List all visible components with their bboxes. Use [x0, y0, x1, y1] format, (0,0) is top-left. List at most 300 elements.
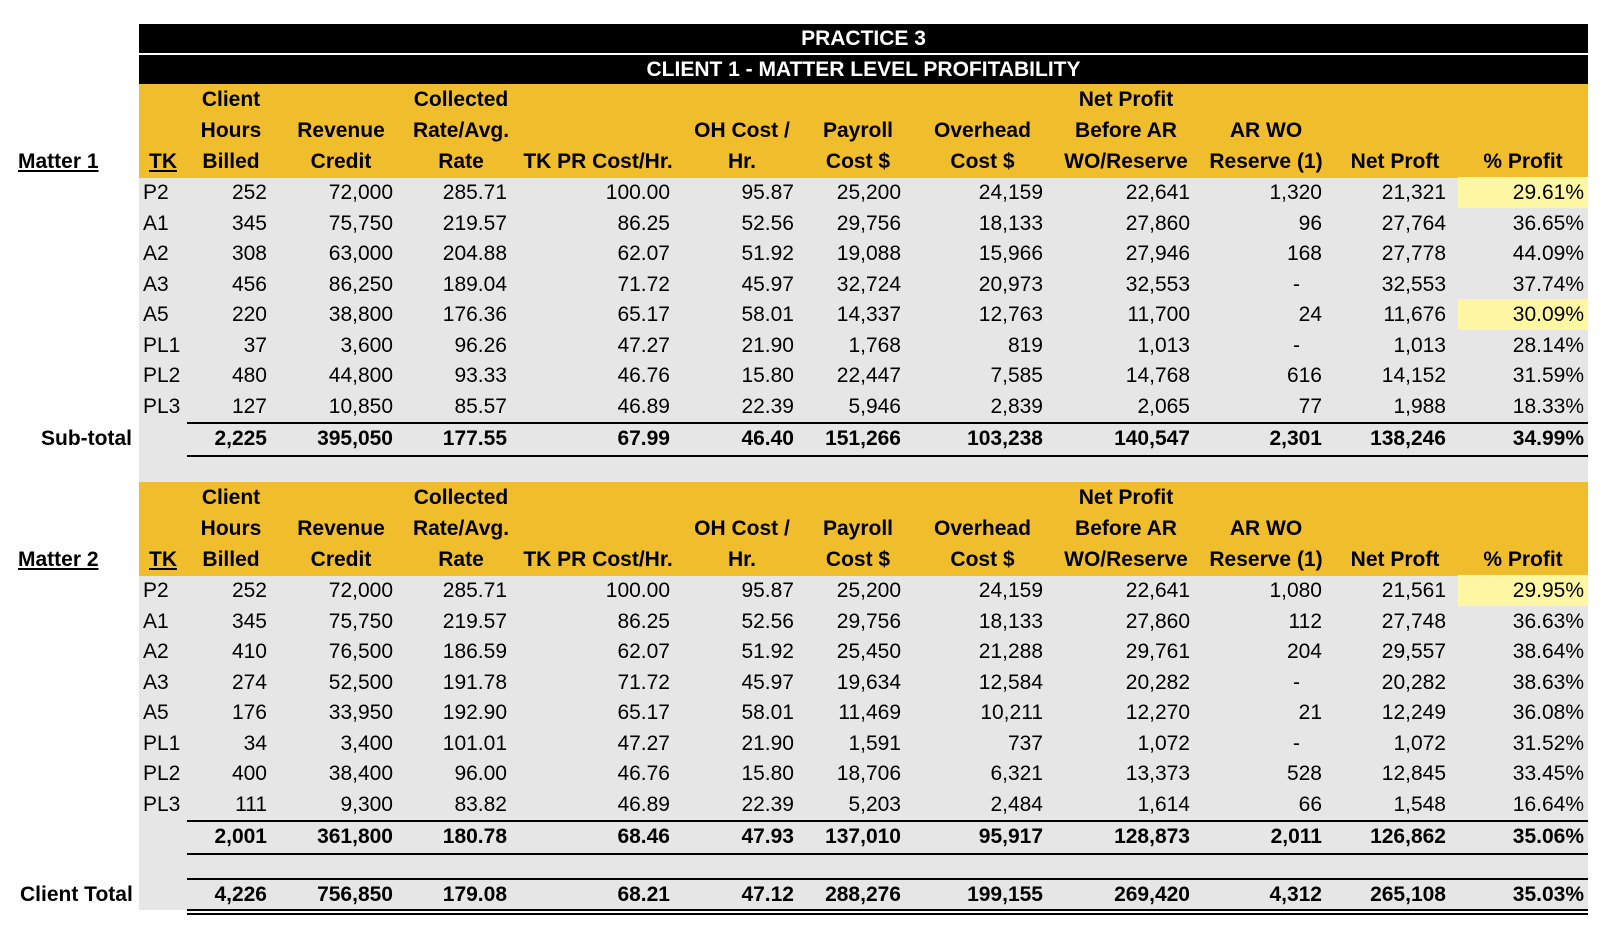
cell-prcost: 68.46 [617, 825, 670, 848]
cell-pct: 33.45% [1512, 762, 1584, 785]
cell-revenue: 756,850 [317, 883, 393, 906]
table-row [0, 575, 1600, 606]
header-rate: Collected [413, 88, 509, 111]
cell-tk: A1 [143, 609, 169, 633]
header-prcost: TK PR Cost/Hr. [523, 150, 673, 173]
cell-payroll: 29,756 [836, 609, 901, 633]
cell-pct: 30.09% [1512, 303, 1584, 326]
cell-ohcost: 21.90 [741, 731, 794, 755]
header-overhead: Cost $ [950, 548, 1015, 571]
cell-tk: PL3 [143, 394, 181, 418]
cell-netbefore: 11,700 [1127, 303, 1190, 326]
header-hours: Client [201, 486, 261, 509]
subtotal-bottom-rule [187, 455, 1588, 457]
subtotal-row [0, 821, 1600, 852]
header-netbefore: Before AR [1075, 119, 1177, 142]
cell-netbefore: 1,013 [1137, 333, 1190, 357]
cell-hours: 111 [235, 792, 267, 816]
cell-arwo: 24 [1298, 303, 1322, 326]
cell-arwo: - [1293, 670, 1300, 694]
cell-netprofit: 29,557 [1381, 640, 1446, 663]
cell-netprofit: 126,862 [1370, 825, 1446, 848]
cell-tk: PL2 [143, 762, 181, 785]
cell-ohcost: 95.87 [741, 579, 794, 602]
cell-netprofit: 265,108 [1370, 883, 1446, 906]
cell-rate: 93.33 [454, 364, 507, 387]
cell-hours: 345 [231, 609, 267, 633]
cell-tk: A1 [143, 211, 169, 235]
table-row [0, 667, 1600, 698]
cell-revenue: 52,500 [328, 670, 393, 694]
cell-overhead: 12,763 [978, 303, 1043, 326]
cell-payroll: 22,447 [836, 364, 901, 387]
cell-payroll: 25,200 [836, 181, 901, 204]
cell-ohcost: 15.80 [741, 762, 794, 785]
cell-revenue: 3,600 [340, 333, 393, 357]
cell-ohcost: 52.56 [741, 211, 794, 235]
cell-pct: 36.65% [1512, 211, 1584, 235]
cell-ohcost: 52.56 [741, 609, 794, 633]
cell-prcost: 100.00 [605, 181, 670, 204]
subtotal-bottom-rule [187, 853, 1588, 855]
practice-title: PRACTICE 3 [139, 24, 1588, 53]
cell-revenue: 33,950 [328, 701, 393, 724]
cell-revenue: 72,000 [328, 579, 393, 602]
table-row [0, 758, 1600, 789]
cell-pct: 18.33% [1512, 394, 1584, 418]
table-row [0, 728, 1600, 759]
cell-overhead: 103,238 [967, 427, 1043, 450]
cell-prcost: 65.17 [617, 303, 670, 326]
cell-tk: PL1 [143, 731, 181, 755]
cell-netprofit: 32,553 [1381, 272, 1446, 296]
cell-tk: A3 [143, 272, 169, 296]
header-arwo: Reserve (1) [1209, 150, 1323, 173]
cell-pct: 44.09% [1512, 242, 1584, 265]
cell-revenue: 10,850 [328, 394, 393, 418]
cell-prcost: 100.00 [605, 579, 670, 602]
cell-netbefore: 27,946 [1125, 242, 1190, 265]
table-row [0, 636, 1600, 667]
cell-rate: 189.04 [442, 272, 507, 296]
header-netprofit: Net Proft [1350, 150, 1440, 173]
cell-prcost: 46.89 [617, 394, 670, 418]
header-revenue: Revenue [297, 517, 385, 540]
cell-ohcost: 22.39 [741, 394, 794, 418]
cell-prcost: 47.27 [617, 731, 670, 755]
cell-prcost: 86.25 [617, 609, 670, 633]
cell-ohcost: 58.01 [741, 701, 794, 724]
cell-rate: 204.88 [442, 242, 507, 265]
cell-hours: 252 [231, 579, 267, 602]
header-arwo: AR WO [1229, 119, 1303, 142]
cell-tk: A2 [143, 242, 169, 265]
header-netprofit: Net Proft [1350, 548, 1440, 571]
cell-payroll: 5,946 [848, 394, 901, 418]
cell-ohcost: 58.01 [741, 303, 794, 326]
cell-arwo: 112 [1288, 609, 1322, 633]
cell-netbefore: 14,768 [1125, 364, 1190, 387]
cell-netprofit: 12,249 [1381, 701, 1446, 724]
cell-arwo: 1,320 [1269, 181, 1322, 204]
cell-ohcost: 95.87 [741, 181, 794, 204]
header-ohcost: Hr. [727, 548, 756, 571]
cell-netbefore: 29,761 [1125, 640, 1190, 663]
cell-arwo: 77 [1298, 394, 1322, 418]
cell-ohcost: 15.80 [741, 364, 794, 387]
cell-hours: 308 [231, 242, 267, 265]
cell-ohcost: 51.92 [741, 640, 794, 663]
header-hours: Hours [200, 517, 262, 540]
header-ohcost: OH Cost / [694, 517, 790, 540]
cell-arwo: - [1293, 272, 1300, 296]
header-hours: Billed [202, 150, 260, 173]
cell-pct: 28.14% [1512, 333, 1584, 357]
cell-netprofit: 1,548 [1393, 792, 1446, 816]
cell-prcost: 71.72 [617, 670, 670, 694]
cell-netbefore: 22,641 [1125, 181, 1190, 204]
cell-payroll: 25,450 [836, 640, 901, 663]
cell-hours: 400 [231, 762, 267, 785]
cell-revenue: 38,400 [328, 762, 393, 785]
cell-arwo: 168 [1286, 242, 1322, 265]
header-netbefore: WO/Reserve [1064, 150, 1188, 173]
header-pct: % Profit [1483, 150, 1563, 173]
cell-tk: A3 [143, 670, 169, 694]
cell-pct: 35.06% [1512, 825, 1584, 848]
cell-revenue: 38,800 [328, 303, 393, 326]
cell-netbefore: 27,860 [1125, 609, 1190, 633]
header-revenue: Revenue [297, 119, 385, 142]
cell-hours: 37 [243, 333, 267, 357]
header-overhead: Overhead [934, 517, 1031, 540]
cell-payroll: 14,337 [836, 303, 901, 326]
cell-rate: 192.90 [442, 701, 507, 724]
header-payroll: Payroll [822, 119, 894, 142]
header-ohcost: Hr. [727, 150, 756, 173]
header-rate: Collected [413, 486, 509, 509]
cell-rate: 179.08 [442, 883, 507, 906]
cell-ohcost: 45.97 [741, 272, 794, 296]
cell-overhead: 21,288 [978, 640, 1043, 663]
cell-rate: 96.26 [454, 333, 507, 357]
cell-revenue: 361,800 [317, 825, 393, 848]
header-arwo: Reserve (1) [1209, 548, 1323, 571]
cell-revenue: 9,300 [340, 792, 393, 816]
subtotal-row [0, 423, 1600, 454]
cell-netprofit: 11,676 [1383, 303, 1446, 326]
header-revenue: Credit [310, 548, 372, 571]
cell-tk: A2 [143, 640, 169, 663]
header-netbefore: Before AR [1075, 517, 1177, 540]
cell-rate: 177.55 [442, 427, 507, 450]
cell-prcost: 46.76 [617, 364, 670, 387]
cell-overhead: 18,133 [978, 211, 1043, 235]
cell-revenue: 3,400 [340, 731, 393, 755]
client-subtitle: CLIENT 1 - MATTER LEVEL PROFITABILITY [139, 55, 1588, 84]
cell-prcost: 86.25 [617, 211, 670, 235]
cell-rate: 219.57 [442, 609, 507, 633]
cell-hours: 456 [231, 272, 267, 296]
cell-overhead: 2,484 [990, 792, 1043, 816]
header-hours: Billed [202, 548, 260, 571]
cell-revenue: 72,000 [328, 181, 393, 204]
table-row [0, 606, 1600, 637]
cell-netbefore: 269,420 [1114, 883, 1190, 906]
header-rate: Rate/Avg. [412, 517, 510, 540]
cell-netprofit: 14,152 [1381, 364, 1446, 387]
cell-rate: 191.78 [442, 670, 507, 694]
cell-revenue: 63,000 [328, 242, 393, 265]
cell-ohcost: 51.92 [741, 242, 794, 265]
cell-netprofit: 1,988 [1393, 394, 1446, 418]
client-total-row [0, 879, 1600, 910]
header-netbefore: Net Profit [1078, 486, 1174, 509]
cell-pct: 34.99% [1512, 427, 1584, 450]
cell-arwo: - [1293, 333, 1300, 357]
header-rate: Rate [438, 150, 484, 173]
cell-prcost: 46.89 [617, 792, 670, 816]
cell-pct: 31.52% [1512, 731, 1584, 755]
cell-ohcost: 47.12 [741, 883, 794, 906]
cell-hours: 410 [231, 640, 267, 663]
cell-overhead: 20,973 [978, 272, 1043, 296]
cell-netprofit: 27,764 [1381, 211, 1446, 235]
total-double-rule-2 [187, 913, 1588, 915]
cell-hours: 127 [231, 394, 267, 418]
cell-netprofit: 27,778 [1381, 242, 1446, 265]
cell-prcost: 62.07 [617, 242, 670, 265]
cell-rate: 101.01 [442, 731, 507, 755]
table-row [0, 697, 1600, 728]
cell-hours: 2,225 [214, 427, 267, 450]
cell-rate: 285.71 [442, 181, 507, 204]
cell-netbefore: 128,873 [1114, 825, 1190, 848]
cell-pct: 35.03% [1512, 883, 1584, 906]
cell-revenue: 44,800 [328, 364, 393, 387]
cell-overhead: 24,159 [978, 181, 1043, 204]
cell-revenue: 75,750 [328, 609, 393, 633]
cell-hours: 2,001 [214, 825, 267, 848]
table-row [0, 789, 1600, 820]
total-double-rule-1 [187, 909, 1588, 911]
cell-tk: P2 [143, 579, 169, 602]
cell-ohcost: 45.97 [741, 670, 794, 694]
matter-label: Matter 1 [18, 150, 99, 173]
cell-rate: 83.82 [454, 792, 507, 816]
cell-prcost: 71.72 [617, 272, 670, 296]
cell-arwo: 2,301 [1269, 427, 1322, 450]
cell-overhead: 10,211 [980, 701, 1043, 724]
cell-arwo: 204 [1286, 640, 1322, 663]
cell-netbefore: 13,373 [1125, 762, 1190, 785]
cell-netbefore: 140,547 [1114, 427, 1190, 450]
cell-arwo: 1,080 [1269, 579, 1322, 602]
cell-netbefore: 2,065 [1137, 394, 1190, 418]
cell-prcost: 62.07 [617, 640, 670, 663]
cell-arwo: 528 [1286, 762, 1322, 785]
cell-payroll: 32,724 [836, 272, 901, 296]
cell-revenue: 395,050 [317, 427, 393, 450]
cell-tk: PL3 [143, 792, 181, 816]
cell-ohcost: 22.39 [741, 792, 794, 816]
cell-overhead: 95,917 [978, 825, 1043, 848]
cell-tk: P2 [143, 181, 169, 204]
matter-label: Matter 2 [18, 548, 99, 571]
cell-rate: 176.36 [442, 303, 507, 326]
table-row [0, 208, 1600, 239]
cell-overhead: 7,585 [990, 364, 1043, 387]
cell-netprofit: 1,072 [1393, 731, 1446, 755]
header-hours: Client [201, 88, 261, 111]
header-tk: TK [149, 150, 177, 173]
cell-payroll: 11,469 [838, 701, 901, 724]
cell-netprofit: 1,013 [1393, 333, 1446, 357]
cell-pct: 29.61% [1512, 181, 1584, 204]
header-rate: Rate/Avg. [412, 119, 510, 142]
header-payroll: Cost $ [825, 548, 891, 571]
header-payroll: Cost $ [825, 150, 891, 173]
cell-prcost: 67.99 [617, 427, 670, 450]
cell-hours: 345 [231, 211, 267, 235]
cell-pct: 31.59% [1512, 364, 1584, 387]
cell-rate: 186.59 [442, 640, 507, 663]
cell-arwo: 21 [1298, 701, 1322, 724]
cell-arwo: 66 [1298, 792, 1322, 816]
cell-payroll: 5,203 [848, 792, 901, 816]
cell-hours: 176 [231, 701, 267, 724]
header-netbefore: Net Profit [1078, 88, 1174, 111]
cell-ohcost: 21.90 [741, 333, 794, 357]
cell-netbefore: 22,641 [1125, 579, 1190, 602]
header-rate: Rate [438, 548, 484, 571]
cell-payroll: 137,010 [825, 825, 901, 848]
cell-overhead: 12,584 [978, 670, 1043, 694]
table-row [0, 360, 1600, 391]
client-total-label: Client Total [20, 883, 133, 906]
header-ohcost: OH Cost / [694, 119, 790, 142]
cell-tk: PL1 [143, 333, 181, 357]
cell-overhead: 6,321 [990, 762, 1043, 785]
table-row [0, 269, 1600, 300]
cell-payroll: 18,706 [836, 762, 901, 785]
cell-ohcost: 46.40 [741, 427, 794, 450]
cell-hours: 220 [231, 303, 267, 326]
header-revenue: Credit [310, 150, 372, 173]
cell-pct: 29.95% [1512, 579, 1584, 602]
cell-netbefore: 12,270 [1125, 701, 1190, 724]
cell-hours: 4,226 [214, 883, 267, 906]
cell-netprofit: 21,321 [1381, 181, 1446, 204]
cell-arwo: 4,312 [1269, 883, 1322, 906]
cell-prcost: 46.76 [617, 762, 670, 785]
cell-arwo: - [1293, 731, 1300, 755]
table-row [0, 299, 1600, 330]
cell-netbefore: 27,860 [1125, 211, 1190, 235]
cell-netprofit: 27,748 [1381, 609, 1446, 633]
cell-tk: A5 [143, 701, 169, 724]
cell-pct: 38.64% [1512, 640, 1584, 663]
cell-payroll: 151,266 [825, 427, 901, 450]
cell-overhead: 737 [1007, 731, 1043, 755]
cell-rate: 285.71 [442, 579, 507, 602]
cell-prcost: 47.27 [617, 333, 670, 357]
cell-hours: 274 [231, 670, 267, 694]
cell-pct: 38.63% [1512, 670, 1584, 694]
cell-netprofit: 20,282 [1381, 670, 1446, 694]
header-tk: TK [149, 548, 177, 571]
cell-pct: 36.63% [1512, 609, 1584, 633]
table-row [0, 391, 1600, 422]
cell-payroll: 19,634 [836, 670, 901, 694]
header-hours: Hours [200, 119, 262, 142]
cell-netbefore: 32,553 [1125, 272, 1190, 296]
table-row [0, 177, 1600, 208]
cell-payroll: 1,591 [848, 731, 901, 755]
cell-netbefore: 1,072 [1137, 731, 1190, 755]
header-arwo: AR WO [1229, 517, 1303, 540]
header-payroll: Payroll [822, 517, 894, 540]
header-netbefore: WO/Reserve [1064, 548, 1188, 571]
cell-overhead: 18,133 [978, 609, 1043, 633]
cell-prcost: 65.17 [617, 701, 670, 724]
cell-netprofit: 21,561 [1381, 579, 1446, 602]
cell-tk: A5 [143, 303, 169, 326]
table-row [0, 330, 1600, 361]
cell-rate: 219.57 [442, 211, 507, 235]
cell-pct: 37.74% [1512, 272, 1584, 296]
cell-payroll: 29,756 [836, 211, 901, 235]
header-pct: % Profit [1483, 548, 1563, 571]
cell-revenue: 76,500 [328, 640, 393, 663]
cell-arwo: 616 [1286, 364, 1322, 387]
cell-rate: 96.00 [454, 762, 507, 785]
cell-hours: 252 [231, 181, 267, 204]
cell-pct: 16.64% [1512, 792, 1584, 816]
header-overhead: Cost $ [950, 150, 1015, 173]
cell-overhead: 24,159 [978, 579, 1043, 602]
cell-overhead: 199,155 [967, 883, 1043, 906]
cell-netprofit: 12,845 [1381, 762, 1446, 785]
cell-hours: 480 [231, 364, 267, 387]
cell-ohcost: 47.93 [741, 825, 794, 848]
cell-hours: 34 [243, 731, 267, 755]
cell-rate: 85.57 [454, 394, 507, 418]
cell-tk: PL2 [143, 364, 181, 387]
cell-overhead: 15,966 [978, 242, 1043, 265]
cell-payroll: 288,276 [825, 883, 901, 906]
cell-payroll: 1,768 [848, 333, 901, 357]
cell-payroll: 19,088 [836, 242, 901, 265]
cell-rate: 180.78 [442, 825, 507, 848]
cell-arwo: 96 [1298, 211, 1322, 235]
cell-pct: 36.08% [1512, 701, 1584, 724]
cell-revenue: 75,750 [328, 211, 393, 235]
cell-revenue: 86,250 [328, 272, 393, 296]
subtotal-label: Sub-total [41, 427, 132, 450]
cell-netbefore: 20,282 [1125, 670, 1190, 694]
table-row [0, 238, 1600, 269]
cell-payroll: 25,200 [836, 579, 901, 602]
header-overhead: Overhead [934, 119, 1031, 142]
cell-prcost: 68.21 [617, 883, 670, 906]
cell-netbefore: 1,614 [1137, 792, 1190, 816]
header-prcost: TK PR Cost/Hr. [523, 548, 673, 571]
cell-arwo: 2,011 [1270, 825, 1322, 848]
cell-overhead: 819 [1007, 333, 1043, 357]
cell-netprofit: 138,246 [1370, 427, 1446, 450]
cell-overhead: 2,839 [990, 394, 1043, 418]
